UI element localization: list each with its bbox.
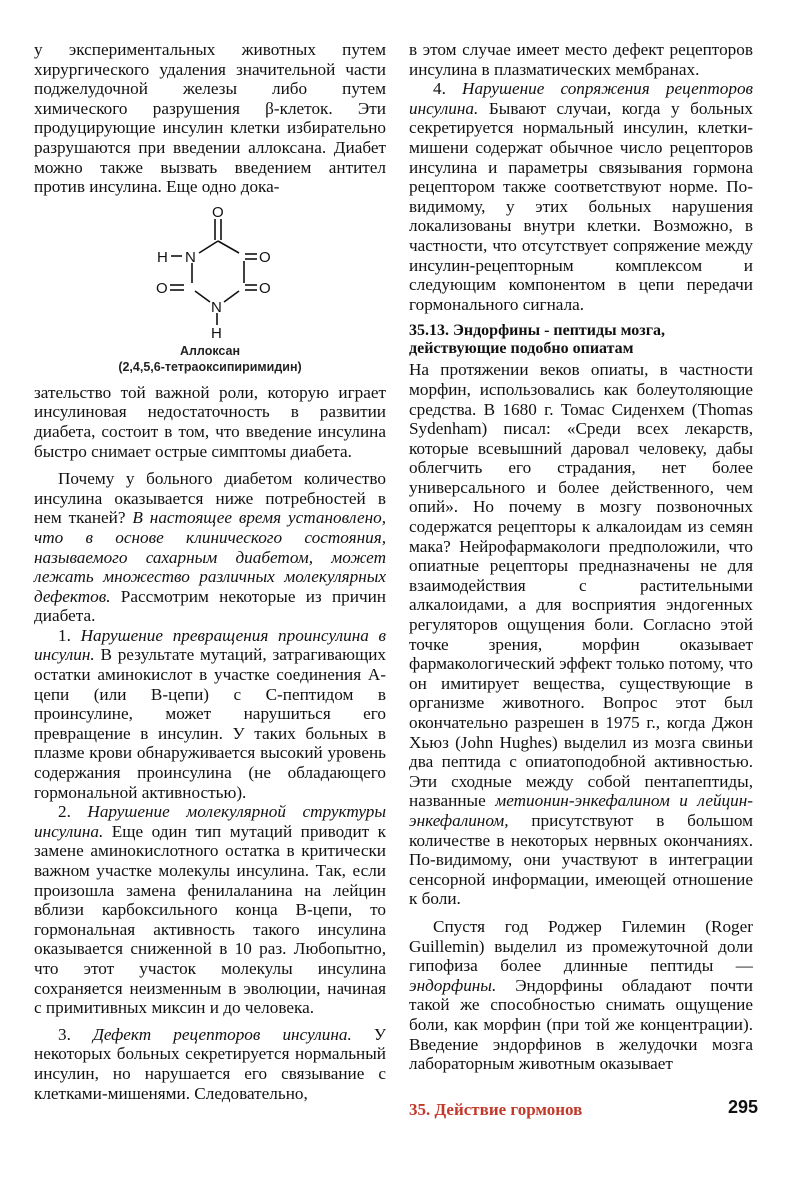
list-item-title: Дефект рецепторов инсулина. [92, 1024, 352, 1044]
page-number: 295 [727, 1097, 758, 1117]
list-item: 1. Нарушение превращения проинсулина в инсулин. В результате мутаций, затрагивающих остатки аминокислот в участке соединения А-цепи (или В-цепи) с С-пептидом в проинсулине, может нарушиться его превращение в инсулин. У таких больных в плазме крови обнаруживается высокий уровень содержания проинсулина (не обладающего гормональной активностью). [34, 625, 387, 802]
atom-o-right-lower: O [259, 279, 271, 297]
alloxan-structure [144, 205, 294, 341]
list-item: 2. Нарушение молекулярной структуры инсулина. Еще один тип мутаций приводит к замене аминокислотного остатка в критически важном участке молекулы инсулина. Так, если произошла замена фенилаланина на лейцин вблизи карбоксильного конца В-цепи, то гормональная активность такого инсулина оказывается сниженной в 10 раз. Любопытно, что этот участок молекулы инсулина сохраняется неизменным в эволюции, начиная с примитивных миксин и до человека. [34, 802, 386, 1018]
paragraph: На протяжении веков опиаты, в частности морфин, использовались как болеутоляющие средства. В 1680 г. Томас Сиденхем (Thomas Sydenham) писал: «Среди всех лекарств, которые всевышний даровал человеку, дабы облегчить его страдания, нет более универсального и более действенного, чем опий». Но почему в мозгу позвоночных содержатся рецепторы к алкалоидам из семян мака? Нейрофармакологи предположили, что опиатные рецепторы предназначены не для взаимодействия с растительными алкалоидами, а для восприятия эндогенных регуляторов ощущения боли. Согласно этой точке зрения, морфин оказывает фармакологический эффект только потому, что он имитирует вещества, существующие в организме животного. Вопрос этот был окончательно разрешен в 1975 г., когда Джон Хьюз (John Hughes) выделил из мозга свиньи два пептида с опиатоподобной активностью. Эти сходные между собой пентапептиды, названные метионин-энкефалином и лейцин-энкефалином, присутствуют в большом количестве в некоторых нервных окончаниях. По-видимому, они участвуют в интеграции сенсорной информации, имеющей отношение к боли. [409, 360, 753, 909]
emphasis: эндорфины. [409, 975, 497, 995]
paragraph: в этом случае имеет место дефект рецепторов инсулина в плазматических мембранах. [409, 40, 753, 79]
chapter-footer: 35. Действие гормонов [409, 1100, 583, 1119]
list-item: 3. Дефект рецепторов инсулина. У некоторых больных секретируется нормальный инсулин, но нарушается его связывание с клетками-мишенями. Следовательно, [34, 1024, 386, 1103]
emphasis: В настоящее время установлено, что в основе клинического состояния, называемого сахарным диабетом, может лежать множество различных молекулярных дефектов. [34, 508, 386, 606]
figure-caption-title: Аллоксан [179, 343, 241, 358]
atom-o-top: O [212, 204, 224, 221]
paragraph: зательство той важной роли, которую играет инсулиновая недостаточность в развитии диабета, состоит в том, что введение инсулина быстро снимает острые симптомы диабета. [34, 382, 386, 461]
paragraph: у экспериментальных животных путем хирургического удаления значительной части поджелудочной железы либо путем химического разрушения β-клеток. Эти продуцирующие инсулин клетки избирательно разрушаются при введении аллоксана. Диабет можно также вызвать введением антител против инсулина. Еще одно дока- [34, 40, 386, 197]
figure-caption-subtitle: (2,4,5,6-тетраоксипиримидин) [118, 359, 302, 374]
list-item-title: Нарушение сопряжения рецепторов инсулина. [409, 79, 754, 118]
list-item-title: Нарушение превращения проинсулина в инсулин. [34, 625, 387, 665]
atom-h-left: H [157, 248, 168, 266]
list-item-title: Нарушение молекулярной структуры инсулина. [34, 802, 386, 841]
right-column [409, 40, 753, 1074]
atom-o-right-upper: O [259, 248, 271, 266]
atom-o-left-lower: O [156, 279, 168, 297]
left-column [34, 40, 386, 1103]
emphasis: метионин-энкефалином и лейцин-энкефалином, [409, 791, 753, 830]
alloxan-figure [34, 205, 386, 377]
atom-h-bottom: H [211, 324, 222, 341]
atom-n-bottom: N [211, 298, 222, 316]
paragraph: Спустя год Роджер Гилемин (Roger Guillemin) выделил из промежуточной доли гипофиза более длинные пептиды — эндорфины. Эндорфины обладают почти такой же способностью снимать ощущение боли, как морфин (при той же концентрации). Введение эндорфинов в желудочки мозга лабораторным животным оказывает [409, 916, 753, 1074]
paragraph: Почему у больного диабетом количество инсулина оказывается ниже потребностей в нем тканей? В настоящее время установлено, что в основе клинического состояния, называемого сахарным диабетом, может лежать множество различных молекулярных дефектов. Рассмотрим некоторые из причин диабета. [34, 469, 386, 626]
atom-n-left: N [185, 248, 196, 266]
section-heading: 35.13. Эндорфины - пептиды мозга, действующие подобно опиатам [409, 322, 665, 358]
list-item: 4. Нарушение сопряжения рецепторов инсулина. Бывают случаи, когда у больных секретируется нормальный инсулин, клетки-мишени содержат обычное число рецепторов инсулина и параметры связывания гормона рецептором также соответствуют норме. По-видимому, у этих больных нарушения локализованы внутри клетки. Возможно, в частности, что отсутствует сопряжение между инсулин-рецепторным комплексом и следующим компонентом в цепи передачи гормонального сигнала. [409, 79, 754, 314]
